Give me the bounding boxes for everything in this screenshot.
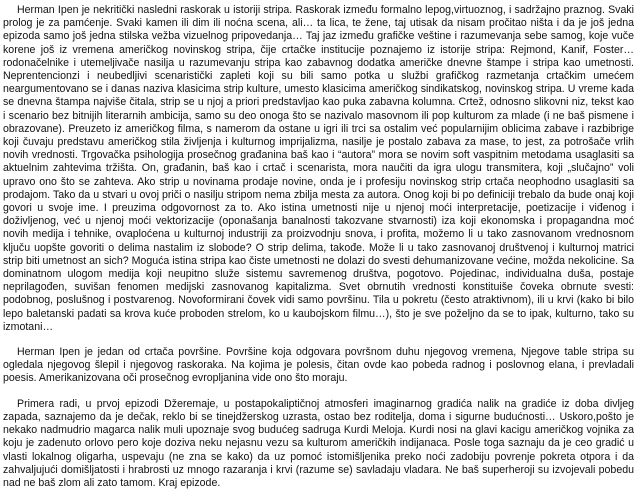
paragraph-surface: Herman Ipen je jedan od crtača površine. Površine koja odgovara površnom duhu njegovog vremena, Njegove table stripa su ogledala njegovog šlepil i njegovog raskoraka. Na kojima je polesis, čitan ovde kao pobeda radnog i poslovnog elana, i prevladali poesis. Amerikanizovana oči prosečnog evropljanina vide ono što moraju. (3, 346, 634, 385)
paragraph-intro: Herman Ipen je nekritički nasledni raskorak u istoriji stripa. Raskorak između formalno lepog,virtuoznog, i sadržajno praznog. Svaki prolog je za pamćenje. Svaki kamen ili dim ili noćna scena, ali… ta lica, te žene, taj utisak da nisam pročitao ništa i da je još jedna epizoda samo još jedna stilska vežba vizuelnog pripovedanja… Taj jaz između grafičke veštine i razumevanja sebe samog, koje vuče korene još iz vremena američkog novinskog stripa, čije crtačke institucije poznajemo iz istorije stripa: Rejmond, Kanif, Foster… rodonačelnike i utemeljivače nasilja u razumevanju stripa kao zabavnog dodatka američke dnevne štampe i stripa kao umetnosti. Neprentencionzi i neubedljivi scenaristički zapleti koji su bili samo potka u službi grafičkog razmetanja crtačkim umećem neargumentovano se i danas naziva klasicima strip kulture, umesto klasicima američkog sindikatskog, novinskog stripa. U vreme kada se dnevna štampa najviše čitala, strip se u njoj a priori predstavljao kao puka zabavna kolumna. Crtež, odnosno slikovni niz, tekst kao i scenario bez bitnijih literarnih ambicija, samo su deo onoga što se nazivalo masovnom ili pop kulturom za mlade (i ne baš pismene i obrazovane). Preuzeto iz američkog filma, s namerom da ostane u igri ili trci sa ostalim već popularnijim oblicima zabave i razbibrige koji čuvaju predstavu američkog stila življenja i kulturnog imprijalizma, nasilje je postalo zabava za mase, to jest, za potrošače vrlih novih vrednosti. Trgovačka psihologija prosečnog građanina baš kao i “autora” mora se novim soft vaspitnim metodama usaglasiti sa aktuelnim zahtevima tržišta. On, građanin, baš kao i crtač i scenarista, mora naučiti da igra ulogu transmitera, koji „slučajno” voli upravo ono što se zahteva. Ako strip u novinama prodaje novine, onda je i profesiju novinskog strip crtača neophodno usaglasiti sa prodajom. Tako da u stvari u ovoj priči o nasilju stripom nema zbilja mesta za autora. Onog koji bi po definiciji trebalo da bude onaj koji govori u svoje ime. I preuzima odgovornost za to. Ako istina umetnosti nije u njenoj moći interpretacije, poetizacije i viđenog i doživljenog, već u njenoj moći vektorizacije (oponašanja banalnosti takozvane stvarnosti) iza koji ekonomska i propagandna moć novih medija i tehnike, ovaploćena u kulturnoj industriji za proizvodnju snova, i profita, možemo li u tako zasnovanom vrednosnom ključu uopšte govoriti o delima nastalim iz slobode? O strip delima, takođe. Može li u tako zasnovanoj društvenoj i kulturnoj matrici strip biti umetnost an sich? Moguća istina stripa kao čiste umetnosti ne dolazi do svesti dehumanizovane većine, možda nekolicine. Sa dominatnom ulogom medija koji neupitno služe sistemu savremenog društva, pogotovo. Pojedinac, individualna duša, postaje neprilagođen, suvišan fenomen medijski zasnovanog kapitalizma. Svet obrnutih vrednosti konstituiše čoveka obrnute svesti: podobnog, poslušnog i postvarenog. Novoformirani čovek vidi samo površinu. Tila u pokretu (često atraktivnom), ili u krvi (kako bi bilo lepo baletanski padati sa krova kuće proboden strelom, ko u kaubojskom filmu…), što je sve poželjno da se to ipak, kulturno, tako su izmotani… (3, 4, 634, 333)
paragraph-example: Primera radi, u prvoj epizodi Džeremaje, u postapokaliptičnoj atmosferi imaginarnog gradića nalik na gradiće iz doba divljeg zapada, saznajemo da je dečak, reklo bi se tinejdžerskog uzrasta, ostao bez roditelja, doma i sigurne budućnosti… Uskoro,pošto je nekako nadmudrio magarca nalik muli upoznaje svog budućeg sadruga Kurdi Meloja. Kurdi nosi na glavi kacigu američkog vojnika za koju je zadenuto orlovo pero koje doziva neku nejasnu vezu sa kulturom američkih indijanaca. Posle toga saznaju da je ceo gradić u vlasti lokalnog oligarha, uspevaju (ne zna se kako) da uz pomoć istomišljenika preko noći zadobiju povrenje pokreta otpora i da zahvaljujući domišljatosti i hrabrosti uz mnogo razaranja i krvi (razume se) savladaju vladara. Ne baš superheroji su izvojevali pobedu nad ne baš zlom ali zato tamom. Kraj epizode. (3, 397, 634, 489)
